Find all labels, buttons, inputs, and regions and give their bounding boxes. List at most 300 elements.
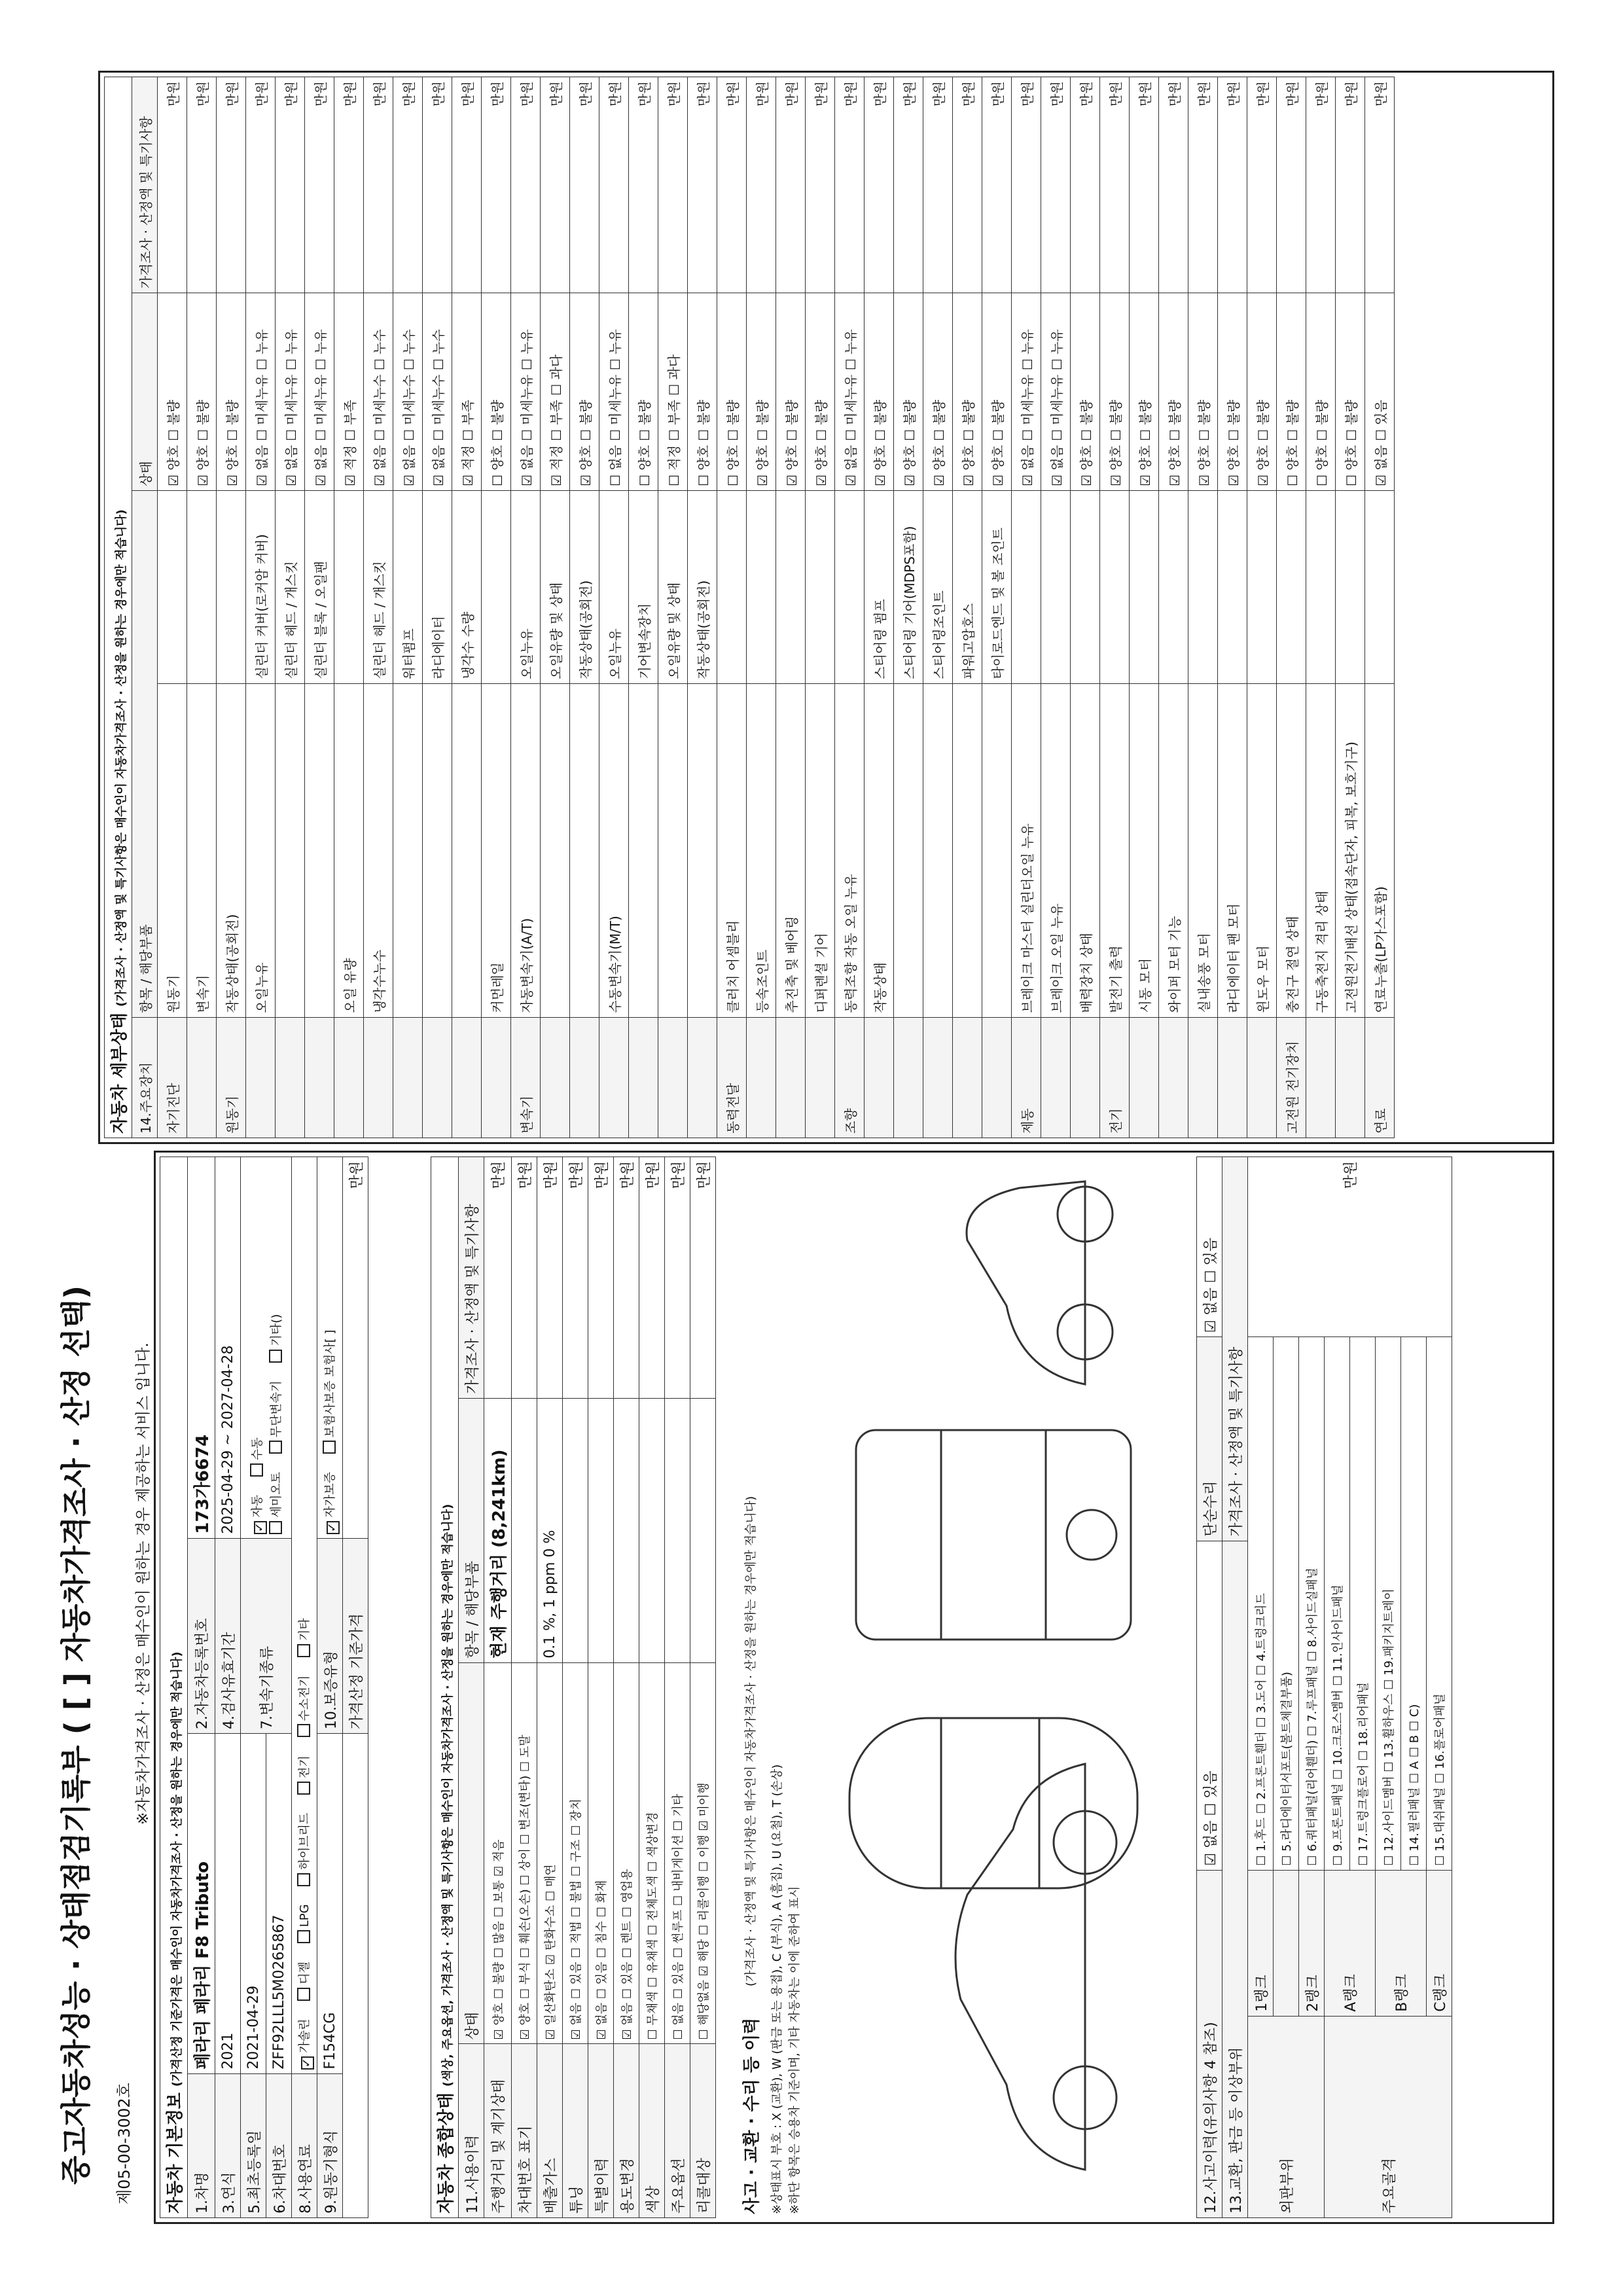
table-row: 용도변경 ☑ 없음 ☐ 있음 ☐ 렌트 ☐ 영업용 만원 [614, 1157, 639, 2218]
simple-repair-options: ☑ 없음 ☐ 있음 [1197, 1157, 1222, 1337]
status-options: ☐ 양호 ☐ 불량 [1336, 293, 1365, 491]
item-name: 수동변속기(M/T) [599, 683, 629, 1017]
rank1-label: 1랭크 [1248, 1870, 1274, 2016]
item-name: 동력조향 작동 오일 누유 [835, 683, 865, 1017]
status-options: ☑ 양호 ☐ 불량 [1247, 293, 1277, 491]
item-name: 브레이크 마스터 실린더오일 누유 [1012, 683, 1041, 1017]
price-unit: 만원 [923, 77, 953, 293]
part-name [1247, 491, 1277, 684]
table-row [629, 77, 658, 1138]
table-row: 색상 ☐ 무채색 ☐ 유채색 ☐ 전체도색 ☐ 색상변경 만원 [639, 1157, 665, 2218]
status-options: ☑ 없음 ☐ 미세누수 ☐ 누수 [364, 293, 393, 491]
warranty-label: 10.보증유형 [317, 1538, 343, 1734]
basic-section-title: 자동차 기본정보 [166, 2092, 185, 2214]
price-unit: 만원 [423, 77, 452, 293]
year-label: 3.연식 [215, 2073, 241, 2217]
part-name [482, 491, 511, 684]
status-col-header: 상태 [459, 1662, 484, 2044]
table-row [482, 77, 511, 1138]
part-name [1365, 491, 1395, 684]
part-name [1071, 491, 1100, 684]
device-group [276, 1017, 305, 1138]
item-name [305, 683, 334, 1017]
rankB-label: B랭크 [1376, 1870, 1427, 2016]
item-name: 시동 모터 [1130, 683, 1159, 1017]
table-row: 리콜대상 ☐ 해당없음 ☑ 해당 ☐ 리콜이행 ☐ 이행 ☑ 미이행 만원 [690, 1157, 716, 2218]
price-unit: 만원 [982, 77, 1012, 293]
item-col-header: 항목 / 해당부품 [132, 491, 158, 1018]
device-group [187, 1017, 217, 1138]
item-name: 브레이크 오일 누유 [1041, 683, 1071, 1017]
category-note: ※하단 항목은 승용차 기준이며, 기타 자동차는 이에 준하여 표시 [788, 1886, 802, 2214]
device-group [1041, 1017, 1071, 1138]
device-group: 변속기 [511, 1017, 541, 1138]
item-name: 오일누유 [246, 683, 276, 1017]
device-group: 동력전달 [717, 1017, 747, 1138]
item-name: 연료누출(LP가스포함) [1365, 683, 1395, 1017]
part-name: 작동상태(공회전) [688, 491, 717, 684]
price-unit: 만원 [1336, 77, 1365, 293]
inspection-period-label: 4.검사유효기간 [215, 1538, 241, 1734]
part-name: 라디에이터 [423, 491, 452, 684]
table-row [1071, 77, 1100, 1138]
car-diagram [810, 1175, 1177, 2196]
device-group [541, 1017, 570, 1138]
car-top-outline [849, 1718, 1137, 1888]
table-row [835, 77, 865, 1138]
checkbox-icon [269, 1350, 282, 1363]
status-options: ☑ 양호 ☐ 불량 [1188, 293, 1218, 491]
first-reg-value: 2021-04-29 [241, 1734, 266, 2074]
status-options: ☐ 양호 ☐ 불량 [1306, 293, 1336, 491]
status-options: ☑ 없음 ☐ 미세누유 ☐ 누유 [511, 293, 541, 491]
device-group [1218, 1017, 1247, 1138]
part-name [747, 491, 776, 684]
table-row [717, 77, 747, 1138]
status-options: ☑ 없음 ☐ 미세누유 ☐ 누유 [276, 293, 305, 491]
device-group [423, 1017, 452, 1138]
table-row [1306, 77, 1336, 1138]
part-name [334, 491, 364, 684]
device-group [1247, 1017, 1277, 1138]
device-group [334, 1017, 364, 1138]
item-name: 구동축전지 격리 상태 [1306, 683, 1336, 1017]
status-options: ☑ 양호 ☐ 불량 [1159, 293, 1188, 491]
item-name: 윈도우 모터 [1247, 683, 1277, 1017]
overall-status-table [431, 1157, 716, 2218]
checkbox-icon: ✓ [301, 2056, 314, 2070]
table-row [1159, 77, 1188, 1138]
part-name: 워터펌프 [393, 491, 423, 684]
status-options: ☐ 양호 ☐ 불량 [629, 293, 658, 491]
item-name [276, 683, 305, 1017]
part-name: 냉각수 수량 [452, 491, 482, 684]
status-options: ☐ 적정 ☐ 부족 ☐ 과다 [658, 293, 688, 491]
part-name [217, 491, 246, 684]
item-name: 실내송풍 모터 [1188, 683, 1218, 1017]
year-value: 2021 [215, 1734, 241, 2074]
item-name [982, 683, 1012, 1017]
device-group [894, 1017, 923, 1138]
status-options: ☐ 양호 ☐ 불량 [482, 293, 511, 491]
table-row [187, 77, 217, 1138]
overall-section-note: (색상, 주요옵션, 가격조사 · 산정액 및 특기사항은 매수인이 자동차가격조사 · 산정을 원하는 경우에만 적습니다) [441, 1503, 455, 2087]
price-unit: 만원 [747, 77, 776, 293]
item-name: 오일 유량 [334, 683, 364, 1017]
checkbox-icon [297, 1930, 310, 1943]
rankB-items-2: ☐ 14.필러패널 ☐ A ☐ B ☐ C) [1401, 1337, 1427, 1870]
spare-wheel-icon [1067, 1510, 1116, 1560]
price-unit: 만원 [482, 77, 511, 293]
fuel-label: 8.사용연료 [292, 2073, 317, 2217]
device-group: 연료 [1365, 1017, 1395, 1138]
table-row [541, 77, 570, 1138]
price-unit: 만원 [511, 77, 541, 293]
price-unit: 만원 [393, 77, 423, 293]
price-unit: 만원 [246, 77, 276, 293]
status-options: ☐ 없음 ☐ 미세누유 ☐ 누유 [599, 293, 629, 491]
part-name: 타이로드엔드 및 볼 조인트 [982, 491, 1012, 684]
item-name [393, 683, 423, 1017]
motor-label: 9.원동기형식 [317, 2073, 343, 2217]
checkbox-icon [297, 1873, 310, 1886]
part-name: 실린더 커버(로커암 커버) [246, 491, 276, 684]
simple-repair-label: 단순수리 [1197, 1337, 1222, 1541]
base-price-unit: 만원 [343, 1157, 368, 1539]
item-name [423, 683, 452, 1017]
part-name [1277, 491, 1306, 684]
status-options: ☑ 없음 ☐ 미세누유 ☐ 누유 [246, 293, 276, 491]
table-row [894, 77, 923, 1138]
status-options: ☑ 양호 ☐ 불량 [865, 293, 894, 491]
motor-value: F154CG [317, 1734, 343, 2074]
part-name [1041, 491, 1071, 684]
device-group [1071, 1017, 1100, 1138]
status-options: ☑ 양호 ☐ 불량 [953, 293, 982, 491]
table-row [511, 77, 541, 1138]
rank1-items: ☐ 1.후드 ☐ 2.프론트휀더 ☐ 3.도어 ☐ 4.트렁크리드 [1248, 1337, 1274, 1870]
status-options: ☑ 없음 ☐ 미세누수 ☐ 누수 [393, 293, 423, 491]
table-row [246, 77, 276, 1138]
status-options: ☑ 양호 ☐ 불량 [158, 293, 187, 491]
item-name: 냉각수누수 [364, 683, 393, 1017]
device-group [923, 1017, 953, 1138]
table-row [776, 77, 806, 1138]
device-group [747, 1017, 776, 1138]
table-row [305, 77, 334, 1138]
main-frame-label: 주요골격 [1325, 2016, 1452, 2217]
registration-number: 제05-00-3002호 [115, 2083, 134, 2204]
device-group [305, 1017, 334, 1138]
table-row: 차대번호 표기 ☑ 양호 ☐ 부식 ☐ 훼손(오손) ☐ 상이 ☐ 변조(변타) ☐ 도말 만원 [512, 1157, 537, 2218]
right-panel [98, 71, 1554, 1144]
reg-plate-value: 173가6674 [188, 1157, 215, 1539]
device-group [1130, 1017, 1159, 1138]
item-name: 디퍼렌셜 기어 [806, 683, 835, 1017]
checkbox-icon: ✓ [254, 1521, 267, 1534]
status-options: ☑ 양호 ☐ 불량 [1218, 293, 1247, 491]
status-options: ☑ 양호 ☐ 불량 [187, 293, 217, 491]
part-name: 작동상태(공회전) [570, 491, 599, 684]
status-options: ☑ 없음 ☐ 있음 [1365, 293, 1395, 491]
car-side-left-outline [955, 1764, 1085, 2170]
price-col-header: 가격조사 · 산정액 및 특기사항 [459, 1157, 484, 1399]
table-row [747, 77, 776, 1138]
device-group [1188, 1017, 1218, 1138]
table-row [688, 77, 717, 1138]
table-row [806, 77, 835, 1138]
table-row [570, 77, 599, 1138]
table-row [923, 77, 953, 1138]
part-name [187, 491, 217, 684]
price-unit: 만원 [658, 77, 688, 293]
item-name: 라디에이터 팬 모터 [1218, 683, 1247, 1017]
left-panel [154, 1151, 1554, 2224]
status-options: ☑ 적정 ☐ 부족 ☐ 과다 [541, 293, 570, 491]
device-group [806, 1017, 835, 1138]
item-name: 변속기 [187, 683, 217, 1017]
part-name: 오일유량 및 상태 [541, 491, 570, 684]
car-name-value: 페라리 페라리 F8 Tributo [188, 1734, 215, 2074]
price-unit: 만원 [364, 77, 393, 293]
car-underbody-outline [856, 1430, 1131, 1640]
price-unit: 만원 [541, 77, 570, 293]
page-title: 중고자동차성능 · 상태점검기록부 ( [ ] 자동차가격조사 · 산정 선택) [58, 1285, 94, 2185]
device-group [865, 1017, 894, 1138]
part-name [835, 491, 865, 684]
reg-plate-label: 2.자동차등록번호 [188, 1538, 215, 1734]
table-row [982, 77, 1012, 1138]
status-options: ☑ 양호 ☐ 불량 [894, 293, 923, 491]
vin-label: 6.차대번호 [266, 2073, 292, 2217]
device-group [1159, 1017, 1188, 1138]
device-group: 자기진단 [158, 1017, 187, 1138]
device-col-header: 14.주요장치 [132, 1017, 158, 1138]
device-group [452, 1017, 482, 1138]
header-note: ※자동차가격조사 · 산정은 매수인이 원하는 경우 제공하는 서비스 입니다. [135, 1342, 152, 1825]
part-name: 오일누유 [511, 491, 541, 684]
item-name [629, 683, 658, 1017]
table-row [334, 77, 364, 1138]
status-options: ☑ 없음 ☐ 미세누유 ☐ 누유 [1012, 293, 1041, 491]
price-unit: 만원 [865, 77, 894, 293]
price-unit: 만원 [217, 77, 246, 293]
status-options: ☐ 양호 ☐ 불량 [1277, 293, 1306, 491]
status-options: ☑ 양호 ☐ 불량 [570, 293, 599, 491]
basic-section-note: (가격산정 기준가격은 매수인이 자동차가격조사 · 산정을 원하는 경우에만 적습니다) [170, 1651, 184, 2087]
price-unit: 만원 [1188, 77, 1218, 293]
price-unit: 만원 [1041, 77, 1071, 293]
part-name [1336, 491, 1365, 684]
first-reg-label: 5.최초등록일 [241, 2073, 266, 2217]
accident-options: ☑ 없음 ☐ 있음 [1197, 1541, 1222, 1870]
exchange-price-unit: 만원 [1248, 1157, 1452, 1337]
item-name: 발전기 출력 [1100, 683, 1130, 1017]
transmission-label: 7.변속기종류 [241, 1538, 292, 1734]
transmission-options: ✓자동 수동 세미오토 무단변속기 기타() [241, 1157, 292, 1539]
detail-section-note: (가격조사 · 산정액 및 특기사항은 매수인이 자동차가격조사 · 산정을 원하는 경우에만 적습니다) [115, 509, 128, 1007]
checkbox-icon [297, 1782, 310, 1795]
item-name: 작동상태 [865, 683, 894, 1017]
part-name: 스티어링 펌프 [865, 491, 894, 684]
device-group [599, 1017, 629, 1138]
status-options: ☑ 양호 ☐ 불량 [1130, 293, 1159, 491]
checkbox-icon [297, 1724, 310, 1737]
item-name: 와이퍼 모터 기능 [1159, 683, 1188, 1017]
table-row [1188, 77, 1218, 1138]
table-row [158, 77, 187, 1138]
exchange-label: 13.교환, 판금 등 이상부위 [1222, 1541, 1248, 2217]
status-options: ☐ 양호 ☐ 불량 [717, 293, 747, 491]
item-col-header: 항목 / 해당부품 [459, 1398, 484, 1662]
price-unit: 만원 [1130, 77, 1159, 293]
device-group [364, 1017, 393, 1138]
status-symbol-note: ※상태표시 부호 : X (교환), W (판금 또는 용접), C (부식), A (흠집), U (요철), T (손상) [770, 1764, 784, 2214]
item-name: 원동기 [158, 683, 187, 1017]
item-name [658, 683, 688, 1017]
item-name: 커먼레일 [482, 683, 511, 1017]
status-options: ☑ 적정 ☐ 부족 [452, 293, 482, 491]
detail-section-title: 자동차 세부상태 [110, 1013, 130, 1134]
price-unit: 만원 [1218, 77, 1247, 293]
price-unit: 만원 [187, 77, 217, 293]
part-name [1012, 491, 1041, 684]
part-name: 실린더 블록 / 오일팬 [305, 491, 334, 684]
price-unit: 만원 [953, 77, 982, 293]
part-name [806, 491, 835, 684]
checkbox-icon [250, 1463, 263, 1477]
price-unit: 만원 [1012, 77, 1041, 293]
part-name: 실린더 헤드 / 개스킷 [364, 491, 393, 684]
price-unit: 만원 [688, 77, 717, 293]
table-row [1247, 77, 1277, 1138]
usage-col-header: 11.사용이력 [459, 2044, 484, 2218]
item-name [923, 683, 953, 1017]
price-unit: 만원 [334, 77, 364, 293]
part-name: 오일누유 [599, 491, 629, 684]
price-unit: 만원 [276, 77, 305, 293]
item-name: 등속조인트 [747, 683, 776, 1017]
item-name: 배력장치 상태 [1071, 683, 1100, 1017]
device-group: 원동기 [217, 1017, 246, 1138]
rank2-items: ☐ 6.쿼터패널(리어휀더) ☐ 7.루프패널 ☐ 8.사이드실패널 [1299, 1337, 1325, 1870]
status-options: ☑ 양호 ☐ 불량 [982, 293, 1012, 491]
checkbox-icon [269, 1521, 282, 1534]
part-name: 오일유량 및 상태 [658, 491, 688, 684]
status-options: ☑ 없음 ☐ 미세누유 ☐ 누유 [835, 293, 865, 491]
rank2-label: 2랭크 [1299, 1870, 1325, 2016]
price-unit: 만원 [894, 77, 923, 293]
status-options: ☑ 양호 ☐ 불량 [747, 293, 776, 491]
status-options: ☑ 양호 ☐ 불량 [217, 293, 246, 491]
device-group [1336, 1017, 1365, 1138]
base-price-label: 가격산정 기준가격 [343, 1538, 368, 1734]
price-unit: 만원 [835, 77, 865, 293]
price-unit: 만원 [158, 77, 187, 293]
part-name [1306, 491, 1336, 684]
fuel-options: ✓가솔린 디젤 LPG 하이브리드 전기 수소전기 기타 [292, 1157, 317, 2074]
price-unit: 만원 [1159, 77, 1188, 293]
overall-section-title: 자동차 종합상태 [437, 2092, 456, 2214]
table-row [276, 77, 305, 1138]
table-row: 주요옵션 ☐ 없음 ☐ 있음 ☐ 썬루프 ☐ 내비게이션 ☐ 기타 만원 [665, 1157, 690, 2218]
device-group [1306, 1017, 1336, 1138]
item-name [570, 683, 599, 1017]
part-name: 스티어링 기어(MDPS포함) [894, 491, 923, 684]
table-row [1277, 77, 1306, 1138]
warranty-options: ✓자가보증 보험사보증 보험사[ ] [317, 1157, 343, 1539]
table-row [953, 77, 982, 1138]
status-options: ☑ 양호 ☐ 불량 [923, 293, 953, 491]
table-row [1012, 77, 1041, 1138]
table-row [217, 77, 246, 1138]
table-row [1100, 77, 1130, 1138]
checkbox-icon [269, 1441, 282, 1454]
item-name [688, 683, 717, 1017]
item-name: 작동상태(공회전) [217, 683, 246, 1017]
table-row [1218, 77, 1247, 1138]
device-group [953, 1017, 982, 1138]
part-name [717, 491, 747, 684]
rankA-items-2: ☐ 17.트렁크플로어 ☐ 18.리어패널 [1350, 1337, 1376, 1870]
device-group: 조향 [835, 1017, 865, 1138]
table-row: 특별이력 ☑ 없음 ☐ 있음 ☐ 침수 ☐ 화재 만원 [588, 1157, 614, 2218]
table-row: 튜닝 ☑ 없음 ☐ 있음 ☐ 적법 ☐ 불법 ☐ 구조 ☐ 장치 만원 [563, 1157, 588, 2218]
table-row [364, 77, 393, 1138]
device-group [982, 1017, 1012, 1138]
price-unit: 만원 [776, 77, 806, 293]
price-unit: 만원 [1247, 77, 1277, 293]
checkbox-icon [323, 1441, 336, 1454]
table-row [452, 77, 482, 1138]
item-name: 자동변속기(A/T) [511, 683, 541, 1017]
table-row [599, 77, 629, 1138]
device-group [246, 1017, 276, 1138]
device-group [776, 1017, 806, 1138]
checkbox-icon: ✓ [327, 1521, 340, 1534]
price-unit: 만원 [570, 77, 599, 293]
table-row [865, 77, 894, 1138]
part-name: 기어변속장치 [629, 491, 658, 684]
status-options: ☑ 없음 ☐ 미세누유 ☐ 누유 [1041, 293, 1071, 491]
item-name [953, 683, 982, 1017]
part-name: 실린더 헤드 / 개스킷 [276, 491, 305, 684]
status-options: ☑ 적정 ☐ 부족 [334, 293, 364, 491]
status-options: ☑ 없음 ☐ 미세누수 ☐ 누수 [423, 293, 452, 491]
rankA-label: A랭크 [1325, 1870, 1376, 2016]
inspection-period-value: 2025-04-29 ~ 2027-04-28 [215, 1157, 241, 1539]
price-col-header: 가격조사 · 산정액 및 특기사항 [132, 77, 158, 293]
item-name: 고전원전기배선 상태(접속단자, 피복, 보호기구) [1336, 683, 1365, 1017]
part-name [1130, 491, 1159, 684]
exchange-price-header: 가격조사 · 산정액 및 특기사항 [1222, 1157, 1248, 1541]
status-options: ☐ 양호 ☐ 불량 [688, 293, 717, 491]
price-unit: 만원 [1071, 77, 1100, 293]
accident-label: 12.사고이력(유의사항 4 참조) [1197, 1870, 1222, 2217]
price-unit: 만원 [1365, 77, 1395, 293]
part-name [1100, 491, 1130, 684]
table-row [1365, 77, 1395, 1138]
price-unit: 만원 [629, 77, 658, 293]
item-name: 충전구 절연 상태 [1277, 683, 1306, 1017]
rankA-items: ☐ 9.프론트패널 ☐ 10.크로스멤버 ☐ 11.인사이드패널 [1325, 1337, 1350, 1870]
part-name: 파워고압호스 [953, 491, 982, 684]
table-row [423, 77, 452, 1138]
basic-info-table [160, 1157, 368, 2218]
checkbox-icon [297, 1988, 310, 2001]
price-unit: 만원 [305, 77, 334, 293]
device-group: 제동 [1012, 1017, 1041, 1138]
